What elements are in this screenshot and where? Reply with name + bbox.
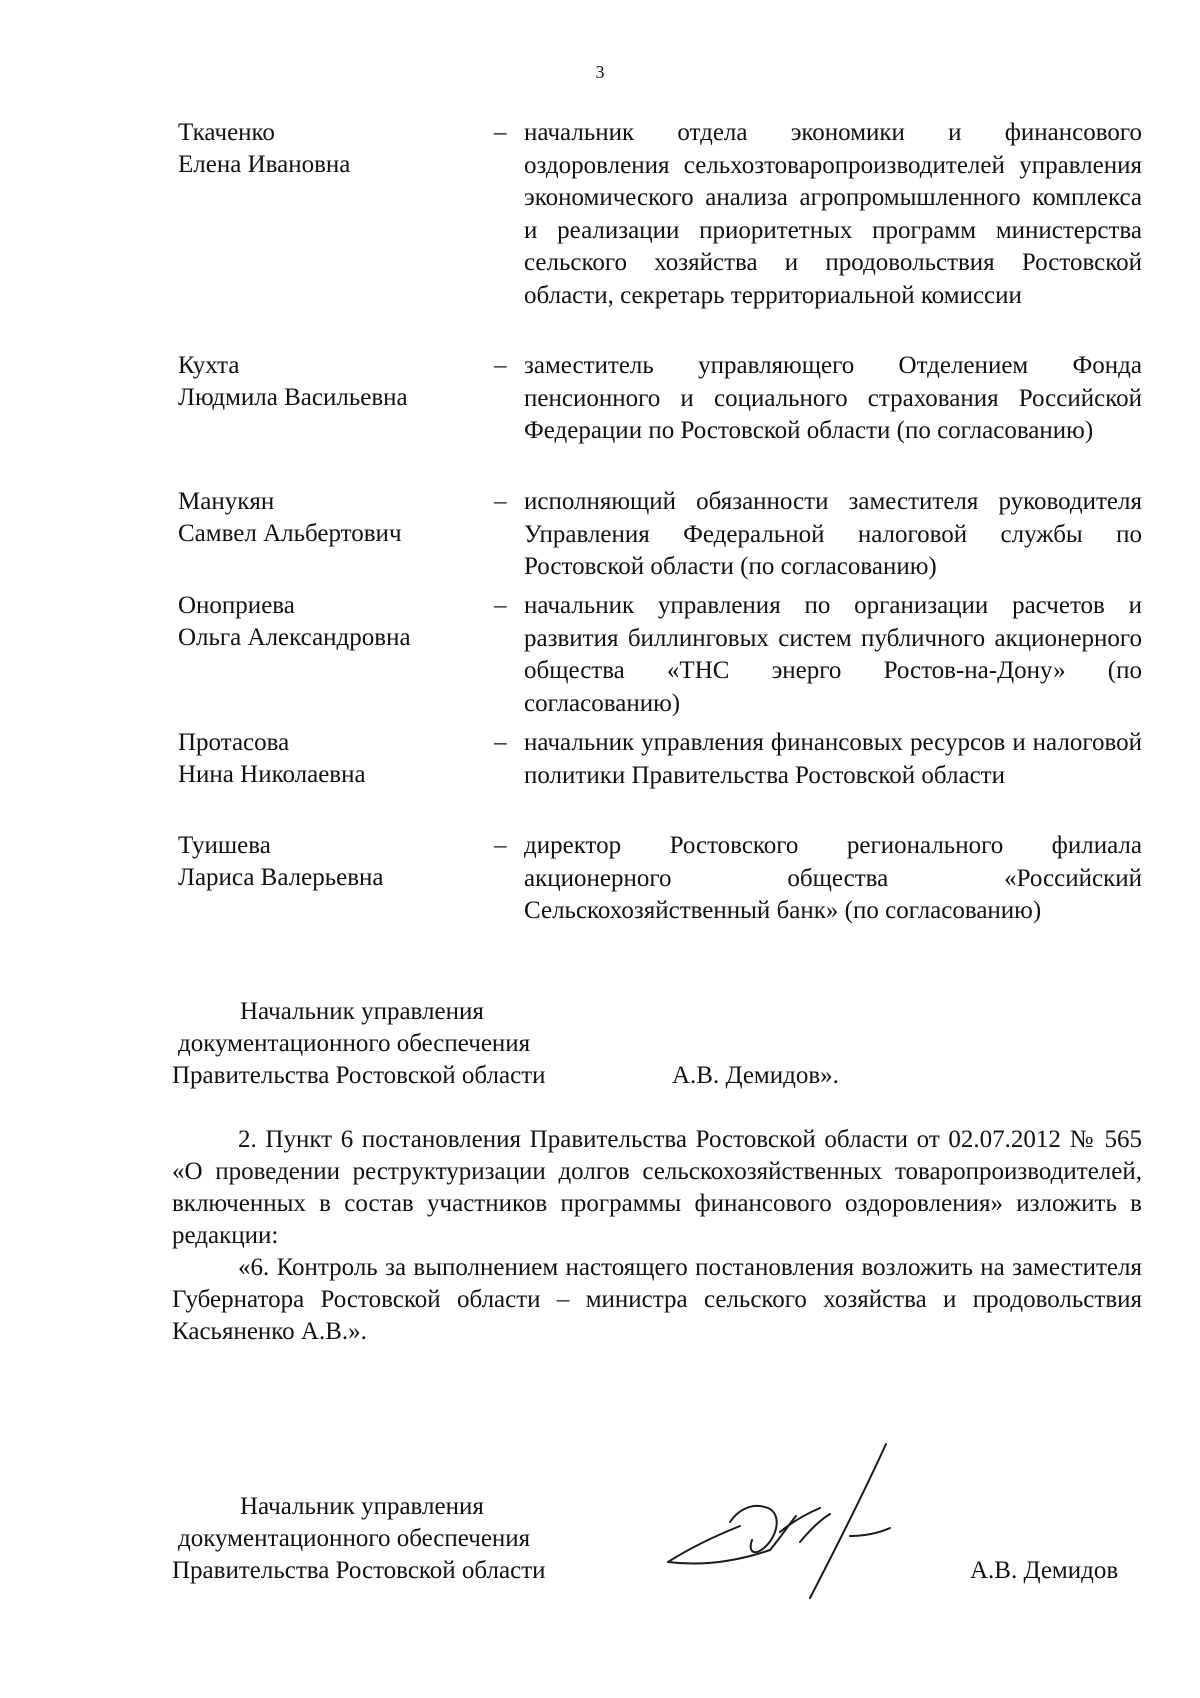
- member-dash: –: [494, 488, 507, 515]
- member-surname: Туишева: [178, 832, 271, 859]
- member-name: [178, 350, 478, 414]
- member-surname: Манукян: [178, 488, 275, 515]
- signature-title-line: Правительства Ростовской области: [172, 1062, 546, 1089]
- member-given-names: Елена Ивановна: [178, 151, 351, 178]
- member-given-names: Лариса Валерьевна: [178, 864, 384, 891]
- member-given-names: Ольга Александровна: [178, 624, 411, 651]
- member-name: [178, 486, 478, 550]
- signatory-name: А.В. Демидов: [970, 1557, 1119, 1584]
- handwritten-signature: [660, 1440, 920, 1610]
- signature-title-line: Начальник управления: [240, 1493, 484, 1520]
- member-dash: –: [494, 729, 507, 756]
- member-name: [178, 727, 478, 791]
- member-dash: –: [494, 119, 507, 146]
- member-surname: Оноприева: [178, 592, 295, 619]
- paragraph-text: «6. Контроль за выполнением настоящего постановления возложить на заместителя Губернатора Ростовской области – министра сельского хозяйства и продовольствия Касьяненко А.В.».: [172, 1254, 1142, 1345]
- paragraph: [172, 1252, 1142, 1348]
- member-name: [178, 117, 478, 181]
- signature-title-line: Начальник управления: [240, 998, 484, 1025]
- signature-title-line: документационного обеспечения: [178, 1030, 531, 1057]
- member-role: начальник управления по организации расчетов и развития биллинговых систем публичного акционерного общества «ТНС энерго Ростов-на-Дону» (по согласованию): [524, 592, 1142, 717]
- paragraph-text: 2. Пункт 6 постановления Правительства Ростовской области от 02.07.2012 № 565 «О проведении реструктуризации долгов сельскохозяйственных товаропроизводителей, включенных в состав участников программы финансового оздоровления» изложить в редакции:: [172, 1126, 1142, 1249]
- page-number: 3: [595, 62, 605, 82]
- member-role: исполняющий обязанности заместителя руководителя Управления Федеральной налоговой службы по Ростовской области (по согласованию): [524, 488, 1142, 580]
- member-given-names: Нина Николаевна: [178, 761, 366, 788]
- member-surname: Кухта: [178, 352, 240, 379]
- paragraph: [172, 1124, 1142, 1252]
- member-dash: –: [494, 592, 507, 619]
- member-given-names: Людмила Васильевна: [178, 384, 408, 411]
- signature-title-line: Правительства Ростовской области: [172, 1557, 546, 1584]
- member-dash: –: [494, 832, 507, 859]
- member-role: начальник управления финансовых ресурсов и налоговой политики Правительства Ростовской области: [524, 729, 1142, 789]
- member-surname: Протасова: [178, 729, 290, 756]
- member-name: [178, 830, 478, 894]
- member-role: директор Ростовского регионального филиала акционерного общества «Российский Сельскохозяйственный банк» (по согласованию): [524, 832, 1142, 924]
- signature-title-line: документационного обеспечения: [178, 1525, 531, 1552]
- signatory-name: А.В. Демидов».: [672, 1062, 839, 1089]
- member-given-names: Самвел Альбертович: [178, 520, 402, 547]
- member-dash: –: [494, 352, 507, 379]
- member-name: [178, 590, 478, 654]
- member-role: начальник отдела экономики и финансового оздоровления сельхозтоваропроизводителей управления экономического анализа агропромышленного комплекса и реализации приоритетных программ министерства сельского хозяйства и продовольствия Ростовской области, секретарь территориальной комиссии: [524, 119, 1142, 309]
- member-surname: Ткаченко: [178, 119, 275, 146]
- member-role: заместитель управляющего Отделением Фонда пенсионного и социального страхования Российской Федерации по Ростовской области (по согласованию): [524, 352, 1142, 444]
